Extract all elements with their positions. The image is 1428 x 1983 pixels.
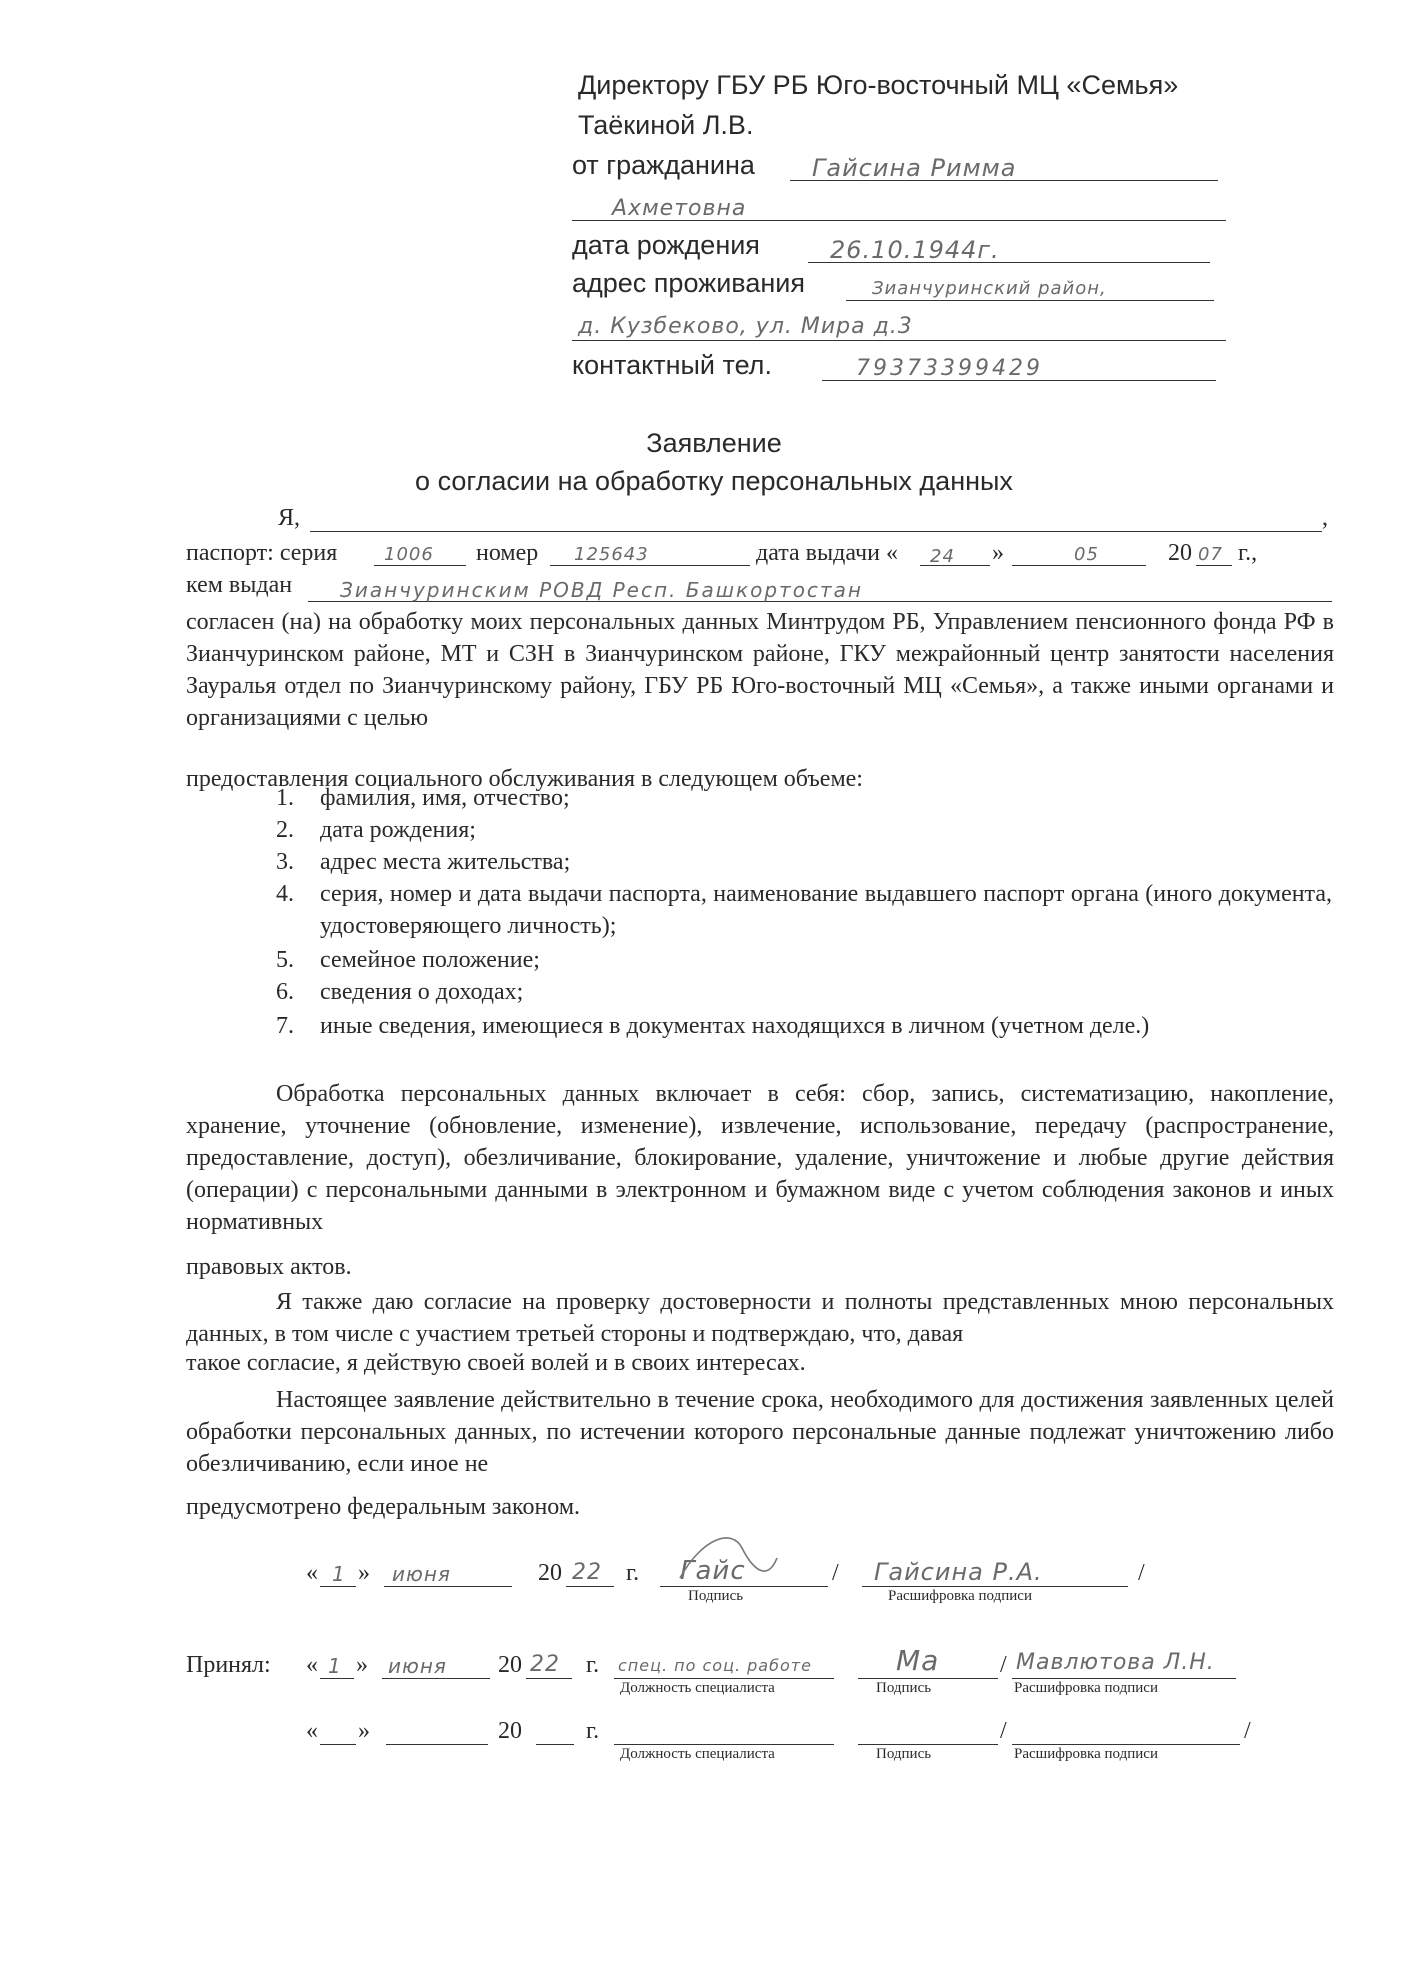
issue-day-close-quote: »: [992, 540, 1004, 566]
address-handwriting-2: д. Кузбеково, ул. Мира д.3: [578, 314, 913, 339]
applicant-name-line[interactable]: [310, 531, 1322, 532]
verify-text: Я также даю согласие на проверку достоверности и полноты представленных мною персональных данных, в том числе с участием третьей стороны и подтверждаю, что, давая: [186, 1289, 1334, 1347]
acc-year-suffix: г.: [586, 1652, 600, 1678]
address-line-1[interactable]: [846, 300, 1214, 301]
list-item-number: 6.: [276, 979, 294, 1005]
blank-position-caption: Должность специалиста: [620, 1746, 775, 1762]
acc-open-quote: «: [306, 1652, 318, 1678]
acc-month-handwriting: июня: [388, 1654, 447, 1678]
acc-signature-line[interactable]: [858, 1678, 998, 1679]
acc-close-quote: »: [356, 1652, 368, 1678]
from-label: от гражданина: [572, 150, 755, 180]
phone-label: контактный тел.: [572, 350, 772, 380]
consent-tail: предоставления социального обслуживания в следующем объеме:: [186, 766, 863, 792]
blank-slash-1: /: [1000, 1718, 1007, 1744]
blank-day-line[interactable]: [320, 1744, 356, 1745]
acc-year-prefix: 20: [498, 1652, 522, 1678]
acc-year-handwriting: 22: [530, 1652, 560, 1677]
blank-signature-line[interactable]: [858, 1744, 998, 1745]
list-item-number: 3.: [276, 849, 294, 875]
sig-day-handwriting: 1: [332, 1562, 346, 1586]
sig-month-line[interactable]: [384, 1586, 512, 1587]
acc-signature-caption: Подпись: [876, 1680, 932, 1696]
validity-paragraph: [186, 1384, 1334, 1480]
sig-slash-1: /: [832, 1560, 839, 1586]
acc-position-handwriting: спец. по соц. работе: [618, 1656, 812, 1675]
blank-signature-caption: Подпись: [876, 1746, 932, 1762]
sig-day-line[interactable]: [320, 1586, 356, 1587]
blank-slash-2: /: [1244, 1718, 1251, 1744]
ya-label: Я,: [278, 505, 301, 531]
list-item-text: семейное положение;: [320, 947, 540, 973]
issue-day-handwriting: 24: [930, 546, 955, 567]
list-item-text: дата рождения;: [320, 817, 476, 843]
issue-month-handwriting: 05: [1074, 544, 1099, 565]
acc-day-handwriting: 1: [328, 1654, 342, 1678]
list-item-text: иные сведения, имеющиеся в документах находящихся в личном (учетном деле.): [320, 1013, 1150, 1039]
sig-close-quote: »: [358, 1560, 370, 1586]
address-handwriting-1: Зианчуринский район,: [872, 278, 1107, 299]
list-item-text: фамилия, имя, отчество;: [320, 785, 570, 811]
series-handwriting: 1006: [384, 544, 434, 565]
blank-year-prefix: 20: [498, 1718, 522, 1744]
list-item-text: адрес места жительства;: [320, 849, 571, 875]
blank-month-line[interactable]: [386, 1744, 488, 1745]
accepted-label: Принял:: [186, 1652, 271, 1678]
passport-series-label: паспорт: серия: [186, 540, 338, 566]
sig-decoding-caption: Расшифровка подписи: [888, 1588, 1032, 1604]
validity-text: Настоящее заявление действительно в течение срока, необходимого для достижения заявленных целей обработки персональных данных, по истечении которого персональные данные подлежат уничтожению либо обезличиванию, если иное не: [186, 1387, 1334, 1477]
birth-label: дата рождения: [572, 230, 760, 260]
list-item-number: 1.: [276, 785, 294, 811]
consent-text: согласен (на) на обработку моих персональных данных Минтрудом РБ, Управлением пенсионного фонда РФ в Зианчуринском районе, МТ и СЗН в Зианчуринском районе, ГКУ межрайонный центр занятости населения Зауралья отдел по Зианчуринскому району, ГБУ РБ Юго-восточный МЦ «Семья», а также иными органами и организациями с целью: [186, 609, 1334, 731]
sig-year-prefix: 20: [538, 1560, 562, 1586]
blank-decoding-caption: Расшифровка подписи: [1014, 1746, 1158, 1762]
acc-decoding-caption: Расшифровка подписи: [1014, 1680, 1158, 1696]
address-label: адрес проживания: [572, 268, 805, 298]
sig-open-quote: «: [306, 1560, 318, 1586]
phone-handwriting: 79373399429: [856, 356, 1043, 381]
list-item-number: 7.: [276, 1013, 294, 1039]
sig-decoding-line[interactable]: [862, 1586, 1128, 1587]
processing-text: Обработка персональных данных включает в себя: сбор, запись, систематизацию, накопление, хранение, уточнение (обновление, изменение), извлечение, использование, передачу (распространение, предоставление, доступ), обезличивание, блокирование, удаление, уничтожение и любые другие действия (операции) с персональными данными в электронном и бумажном виде с учетом соблюдения законов и иных нормативных: [186, 1081, 1334, 1235]
issue-year-suffix: г.,: [1238, 540, 1258, 566]
addressee-director: Директору ГБУ РБ Юго-восточный МЦ «Семья»: [578, 70, 1179, 100]
list-item-number: 5.: [276, 947, 294, 973]
from-handwriting-2: Ахметовна: [612, 196, 747, 221]
sig-year-suffix: г.: [626, 1560, 640, 1586]
processing-tail: правовых актов.: [186, 1254, 352, 1280]
document-title: Заявление: [646, 428, 782, 458]
acc-signature-handwriting: Ма: [896, 1644, 940, 1677]
acc-decoding-handwriting: Мавлютова Л.Н.: [1016, 1650, 1215, 1675]
series-line[interactable]: [374, 565, 466, 566]
validity-tail: предусмотрено федеральным законом.: [186, 1494, 581, 1520]
sig-signature-handwriting: Гайс: [680, 1556, 746, 1586]
birth-handwriting: 26.10.1944г.: [830, 236, 1000, 264]
verify-tail: такое согласие, я действую своей волей и в своих интересах.: [186, 1350, 806, 1376]
sig-year-handwriting: 22: [572, 1560, 602, 1585]
issue-year-prefix: 20: [1168, 540, 1192, 566]
blank-open-quote: «: [306, 1718, 318, 1744]
processing-paragraph: [186, 1078, 1334, 1238]
applicant-comma: ,: [1322, 505, 1328, 531]
number-handwriting: 125643: [574, 544, 649, 565]
acc-position-line[interactable]: [614, 1678, 834, 1679]
sig-signature-caption: Подпись: [688, 1588, 744, 1604]
addressee-name: Таёкиной Л.В.: [578, 110, 754, 140]
issue-year-line[interactable]: [1196, 565, 1232, 566]
sig-slash-2: /: [1138, 1560, 1145, 1586]
list-item-number: 4.: [276, 881, 294, 907]
passport-number-label: номер: [476, 540, 539, 566]
acc-decoding-line[interactable]: [1012, 1678, 1236, 1679]
issue-date-label: дата выдачи «: [756, 540, 898, 566]
list-item-number: 2.: [276, 817, 294, 843]
acc-month-line[interactable]: [382, 1678, 490, 1679]
blank-decoding-line[interactable]: [1012, 1744, 1240, 1745]
blank-position-line[interactable]: [614, 1744, 834, 1745]
issued-by-handwriting: Зианчуринским РОВД Респ. Башкортостан: [340, 578, 863, 602]
verify-paragraph: [186, 1286, 1334, 1350]
sig-year-line[interactable]: [566, 1586, 614, 1587]
issued-by-label: кем выдан: [186, 572, 293, 598]
sig-decoding-handwriting: Гайсина Р.А.: [874, 1558, 1043, 1586]
acc-day-line[interactable]: [320, 1678, 354, 1679]
issue-year-handwriting: 07: [1198, 544, 1223, 565]
blank-year-suffix: г.: [586, 1718, 600, 1744]
issue-month-line[interactable]: [1012, 565, 1146, 566]
from-handwriting-1: Гайсина Римма: [812, 154, 1017, 182]
acc-year-line[interactable]: [526, 1678, 572, 1679]
blank-year-line[interactable]: [536, 1744, 574, 1745]
list-item-text: серия, номер и дата выдачи паспорта, наименование выдавшего паспорт органа (иного документа, удостоверяющего личность);: [320, 881, 1332, 939]
address-line-2[interactable]: [572, 340, 1226, 341]
list-item-text: сведения о доходах;: [320, 979, 524, 1005]
number-line[interactable]: [550, 565, 750, 566]
consent-paragraph: [186, 606, 1334, 734]
document-subtitle: о согласии на обработку персональных данных: [415, 466, 1013, 496]
acc-position-caption: Должность специалиста: [620, 1680, 775, 1696]
acc-slash: /: [1000, 1652, 1007, 1678]
sig-signature-flourish: [672, 1528, 782, 1588]
sig-month-handwriting: июня: [392, 1562, 451, 1586]
blank-close-quote: »: [358, 1718, 370, 1744]
